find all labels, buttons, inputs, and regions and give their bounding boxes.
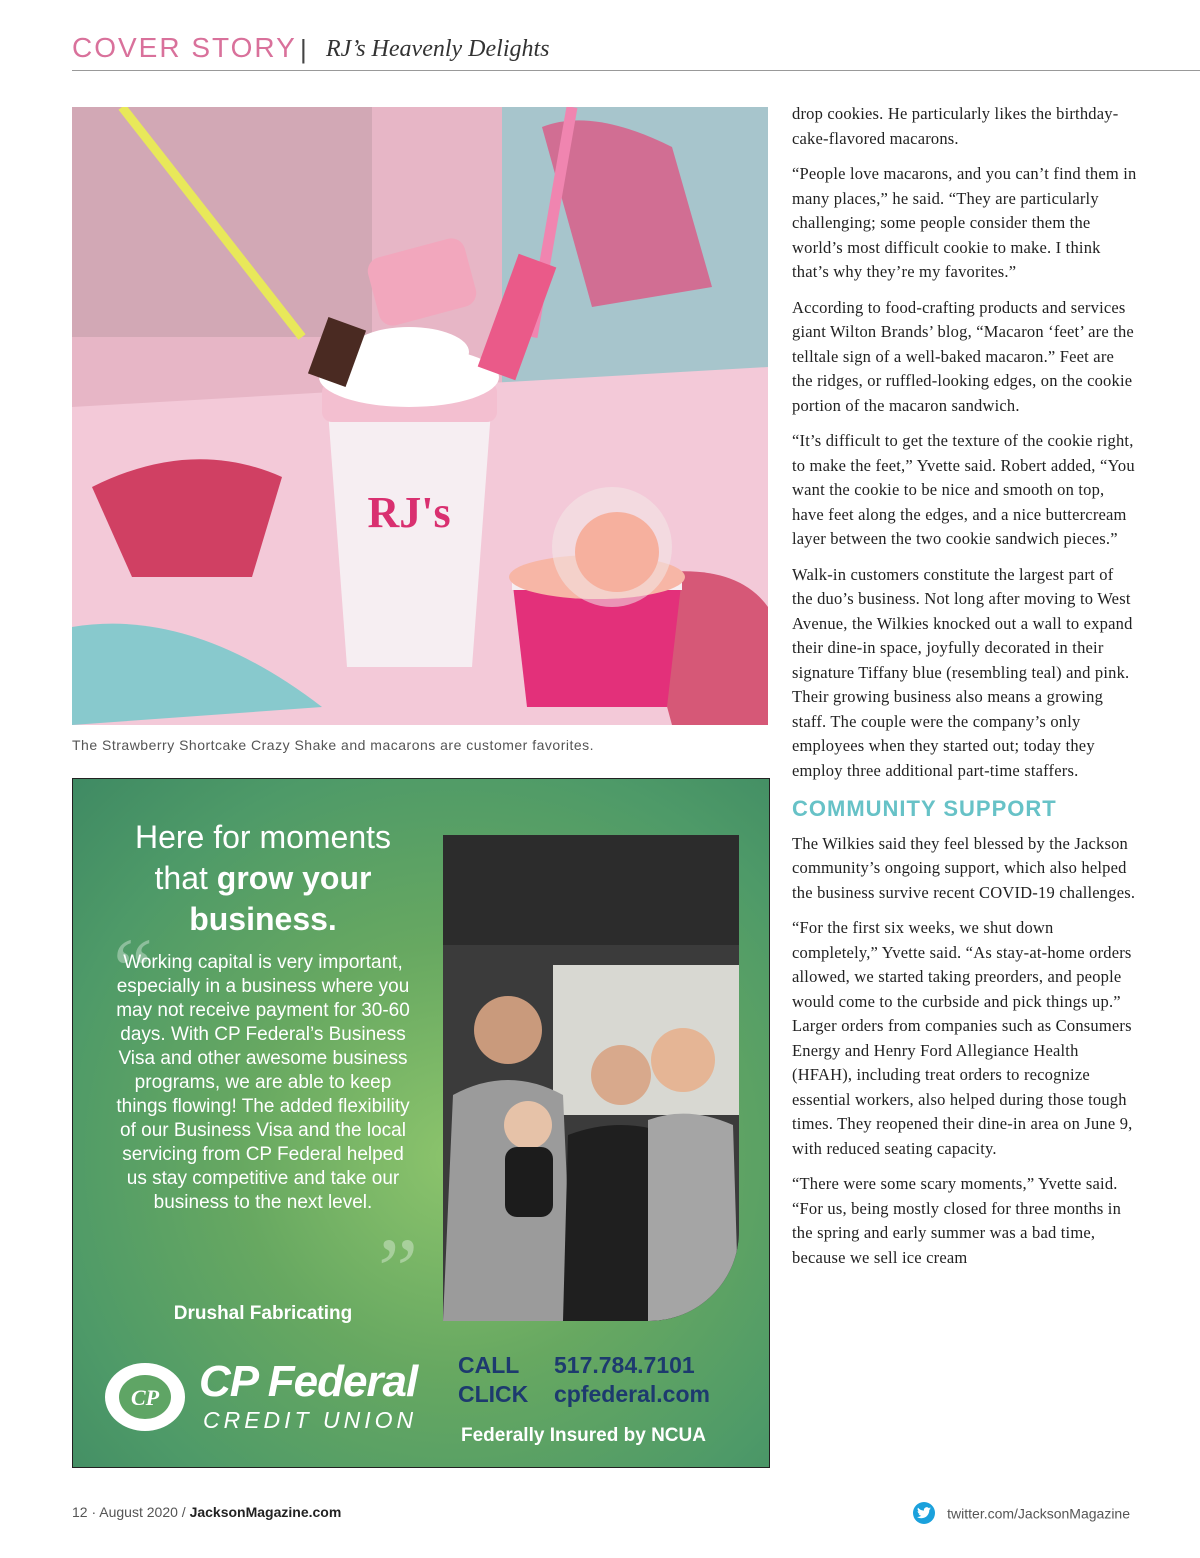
page-footer <box>72 1504 1130 1524</box>
article-column <box>792 102 1137 1281</box>
story-title: RJ’s Heavenly Delights <box>326 36 550 62</box>
article-paragraph: “For the first six weeks, we shut down completely,” Yvette said. “As stay-at-home orders allowed, we started taking preorders, and people would come to the curbside and pick things up.” Larger orders from companies such as Consumers Energy and Henry Ford Allegiance Health (HFAH), including treat orders to recognize essential workers, also helped during those tough times. They reopened their dine-in area on June 9, with reduced seating capacity. <box>792 918 1133 1158</box>
section-heading: COMMUNITY SUPPORT <box>792 796 1057 821</box>
article-paragraph: “It’s difficult to get the texture of the cookie right, to make the feet,” Yvette said. Robert added, “You want the cookie to be nice and smooth on top, have feet along the edges, and a nice buttercream layer between the two cookie sandwich pieces.” <box>792 431 1135 548</box>
article-paragraph: “People love macarons, and you can’t find them in many places,” he said. “They are particularly challenging; some people consider them the world’s most difficult cookie to make. I think that’s why they’re my favorites.” <box>792 164 1137 281</box>
ad-headline-line1: Here for moments <box>134 819 392 855</box>
svg-text:RJ's: RJ's <box>367 488 451 537</box>
site-link[interactable]: JacksonMagazine.com <box>189 1504 342 1520</box>
ad-headline-line3: business. <box>189 901 337 937</box>
cp-federal-logo <box>103 1357 433 1437</box>
article-paragraph: Walk-in customers constitute the largest part of the duo’s business. Not long after moving to West Avenue, the Wilkies knocked out a wall to expand their dine-in space, joyfully decorated in their signature Tiffany blue (resembling teal) and pink. Their growing business also means a growing staff. The couple were the company’s only employees when they started out; today they employ three additional part-time staffers. <box>792 564 1133 780</box>
call-row[interactable] <box>458 1351 710 1380</box>
call-label: CALL <box>458 1352 520 1378</box>
ad-testimonial: Working capital is very important, especially in a business where you may not receive payment for 30-60 days. With CP Federal’s Business Visa and other awesome business programs, we are able to keep things flowing! The added flexibility of our Business Visa and the local servicing from CP Federal helped us stay competitive and take our business to the next level. <box>116 952 410 1213</box>
twitter-handle[interactable]: twitter.com/JacksonMagazine <box>947 1505 1130 1522</box>
header-rule <box>72 70 1200 71</box>
svg-text:CP: CP <box>130 1385 160 1410</box>
cp-logo-icon <box>103 1357 193 1437</box>
twitter-icon <box>913 1502 935 1524</box>
page-number: 12 <box>72 1504 88 1520</box>
phone-number[interactable]: 517.784.7101 <box>554 1352 695 1378</box>
milkshake-photo <box>72 107 768 725</box>
ad-contact <box>458 1351 710 1409</box>
footer-right[interactable] <box>913 1504 1130 1526</box>
cp-federal-ad[interactable] <box>72 778 770 1468</box>
footer-dot: · <box>91 1504 97 1520</box>
ad-headline-line2: that grow your <box>154 860 372 896</box>
open-quote-icon: “ <box>113 921 153 1020</box>
article-paragraph: drop cookies. He particularly likes the birthday-cake-flavored macarons. <box>792 104 1119 148</box>
footer-left <box>72 1504 341 1520</box>
click-label: CLICK <box>458 1381 529 1407</box>
header-separator: | <box>300 34 307 64</box>
section-label: COVER STORY <box>72 32 297 63</box>
click-row[interactable] <box>458 1380 710 1409</box>
page-header <box>0 28 1200 72</box>
photo-caption: The Strawberry Shortcake Crazy Shake and macarons are customer favorites. <box>72 737 595 753</box>
article-paragraph: “There were some scary moments,” Yvette said. “For us, being mostly closed for three months in the spring and early summer was a bad time, because we sell ice cream <box>792 1174 1122 1267</box>
family-photo <box>443 835 739 1321</box>
issue-date: August 2020 <box>99 1504 178 1520</box>
article-paragraph: According to food-crafting products and services giant Wilton Brands’ blog, “Macaron ‘feet’ are the telltale sign of a well-baked macaron.” Feet are the ridges, or ruffled-looking edges, on the cookie portion of the macaron sandwich. <box>792 297 1134 415</box>
ncua-notice: Federally Insured by NCUA <box>461 1425 706 1446</box>
ad-attribution: Drushal Fabricating <box>173 1303 353 1324</box>
logo-subtitle: CREDIT UNION <box>203 1407 418 1433</box>
logo-name: CP Federal <box>199 1357 418 1406</box>
article-paragraph: The Wilkies said they feel blessed by the Jackson community’s ongoing support, which also helped the business survive recent COVID-19 challenges. <box>792 833 1136 902</box>
website-link[interactable]: cpfederal.com <box>554 1381 710 1407</box>
footer-slash: / <box>181 1504 186 1520</box>
close-quote-icon: ” <box>378 1221 418 1320</box>
